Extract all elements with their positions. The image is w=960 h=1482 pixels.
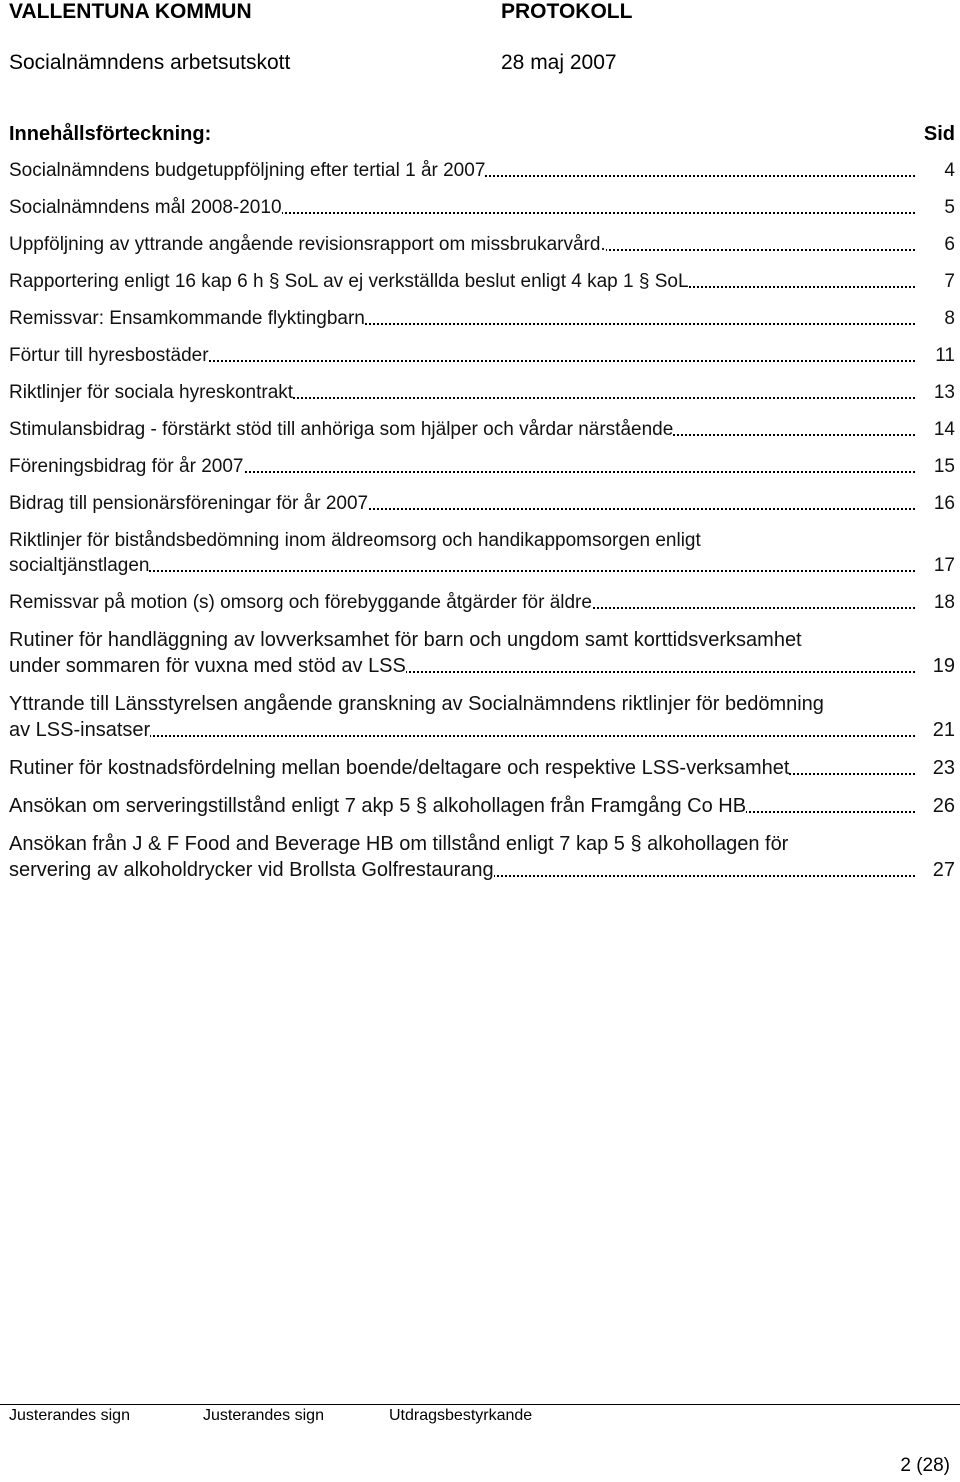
toc-entry[interactable]: [9, 793, 955, 819]
toc-entry-page: 15: [915, 454, 955, 479]
page-number: 2 (28): [900, 1455, 950, 1476]
toc-entry[interactable]: [9, 343, 955, 368]
toc-entry-title: Rapportering enligt 16 kap 6 h § SoL av ej verkställda beslut enligt 4 kap 1 § SoL: [9, 271, 689, 292]
toc-entry-page: 21: [915, 717, 955, 743]
toc-entry[interactable]: [9, 380, 955, 405]
toc-entry-page: 16: [915, 491, 955, 516]
organization-name: VALLENTUNA KOMMUN: [9, 0, 252, 23]
toc-page-column-heading: Sid: [923, 123, 955, 145]
toc-entry-page: 19: [915, 653, 955, 679]
toc-entry-title: servering av alkoholdrycker vid Brollsta Golfrestaurang: [9, 859, 494, 881]
toc-entry-page: 27: [915, 857, 955, 883]
toc-entry-title-line-1: Yttrande till Länsstyrelsen angående granskning av Socialnämndens riktlinjer för bedömning: [9, 693, 824, 715]
toc-entry[interactable]: [9, 491, 955, 516]
toc-entry-title: Socialnämndens budgetuppföljning efter tertial 1 år 2007: [9, 160, 486, 181]
footer-extract-certification: Utdragsbestyrkande: [389, 1407, 533, 1424]
toc-entry-page: 13: [915, 380, 955, 405]
toc-entry-page: 6: [915, 232, 955, 257]
toc-entry[interactable]: [9, 755, 955, 781]
toc-entry-title: socialtjänstlagen: [9, 555, 150, 576]
toc-entry[interactable]: [9, 691, 955, 743]
toc-entry-title-line-1: Ansökan från J & F Food and Beverage HB om tillstånd enligt 7 kap 5 § alkohollagen för: [9, 833, 789, 855]
document-type: PROTOKOLL: [501, 0, 633, 23]
toc-entry-page: 4: [915, 158, 955, 183]
toc-entry-title: Stimulansbidrag - förstärkt stöd till anhöriga som hjälper och vårdar närstående: [9, 419, 674, 440]
toc-entry-title: Förtur till hyresbostäder: [9, 345, 209, 366]
toc-entry-page: 7: [915, 269, 955, 294]
toc-entry-page: 18: [915, 590, 955, 615]
footer-sign-1: Justerandes sign: [9, 1407, 130, 1424]
toc-entry-title: Bidrag till pensionärsföreningar för år 2007: [9, 493, 369, 514]
toc-entry[interactable]: [9, 528, 955, 578]
toc-entry[interactable]: [9, 306, 955, 331]
toc-entry-page: 26: [915, 793, 955, 819]
toc-entry-page: 14: [915, 417, 955, 442]
toc-entry-title: Remissvar på motion (s) omsorg och förebyggande åtgärder för äldre: [9, 592, 592, 613]
toc-entry[interactable]: [9, 269, 955, 294]
toc-entry-title-line-1: Rutiner för handläggning av lovverksamhet för barn och ungdom samt korttidsverksamhet: [9, 629, 802, 651]
toc-entry[interactable]: [9, 831, 955, 883]
toc-heading: Innehållsförteckning:: [9, 123, 212, 145]
toc-entry-page: 23: [915, 755, 955, 781]
toc-entry[interactable]: [9, 158, 955, 183]
table-of-contents: [9, 158, 955, 895]
toc-entry[interactable]: [9, 417, 955, 442]
toc-entry[interactable]: [9, 195, 955, 220]
toc-entry-title: Föreningsbidrag för år 2007: [9, 456, 244, 477]
committee-name: Socialnämndens arbetsutskott: [9, 51, 291, 74]
meeting-date: 28 maj 2007: [501, 51, 617, 74]
toc-entry-title: under sommaren för vuxna med stöd av LSS: [9, 655, 406, 677]
toc-entry-page: 8: [915, 306, 955, 331]
toc-entry-title: Socialnämndens mål 2008-2010: [9, 197, 282, 218]
toc-entry-title: Remissvar: Ensamkommande flyktingbarn: [9, 308, 365, 329]
toc-entry-title: Uppföljning av yttrande angående revisionsrapport om missbrukarvård.: [9, 234, 606, 255]
toc-entry-title: Riktlinjer för sociala hyreskontrakt: [9, 382, 294, 403]
toc-entry-page: 17: [915, 553, 955, 578]
toc-entry[interactable]: [9, 232, 955, 257]
toc-entry[interactable]: [9, 627, 955, 679]
toc-entry-title: av LSS-insatser: [9, 719, 151, 741]
toc-entry-title: Rutiner för kostnadsfördelning mellan boende/deltagare och respektive LSS-verksamhet: [9, 757, 790, 779]
toc-entry[interactable]: [9, 590, 955, 615]
toc-entry-page: 11: [915, 343, 955, 368]
toc-entry-title-line-1: Riktlinjer för biståndsbedömning inom äldreomsorg och handikappomsorgen enligt: [9, 530, 701, 551]
toc-entry[interactable]: [9, 454, 955, 479]
toc-entry-page: 5: [915, 195, 955, 220]
toc-entry-title: Ansökan om serveringstillstånd enligt 7 akp 5 § alkohollagen från Framgång Co HB: [9, 795, 747, 817]
footer-divider: [0, 1404, 960, 1405]
footer-sign-2: Justerandes sign: [203, 1407, 324, 1424]
